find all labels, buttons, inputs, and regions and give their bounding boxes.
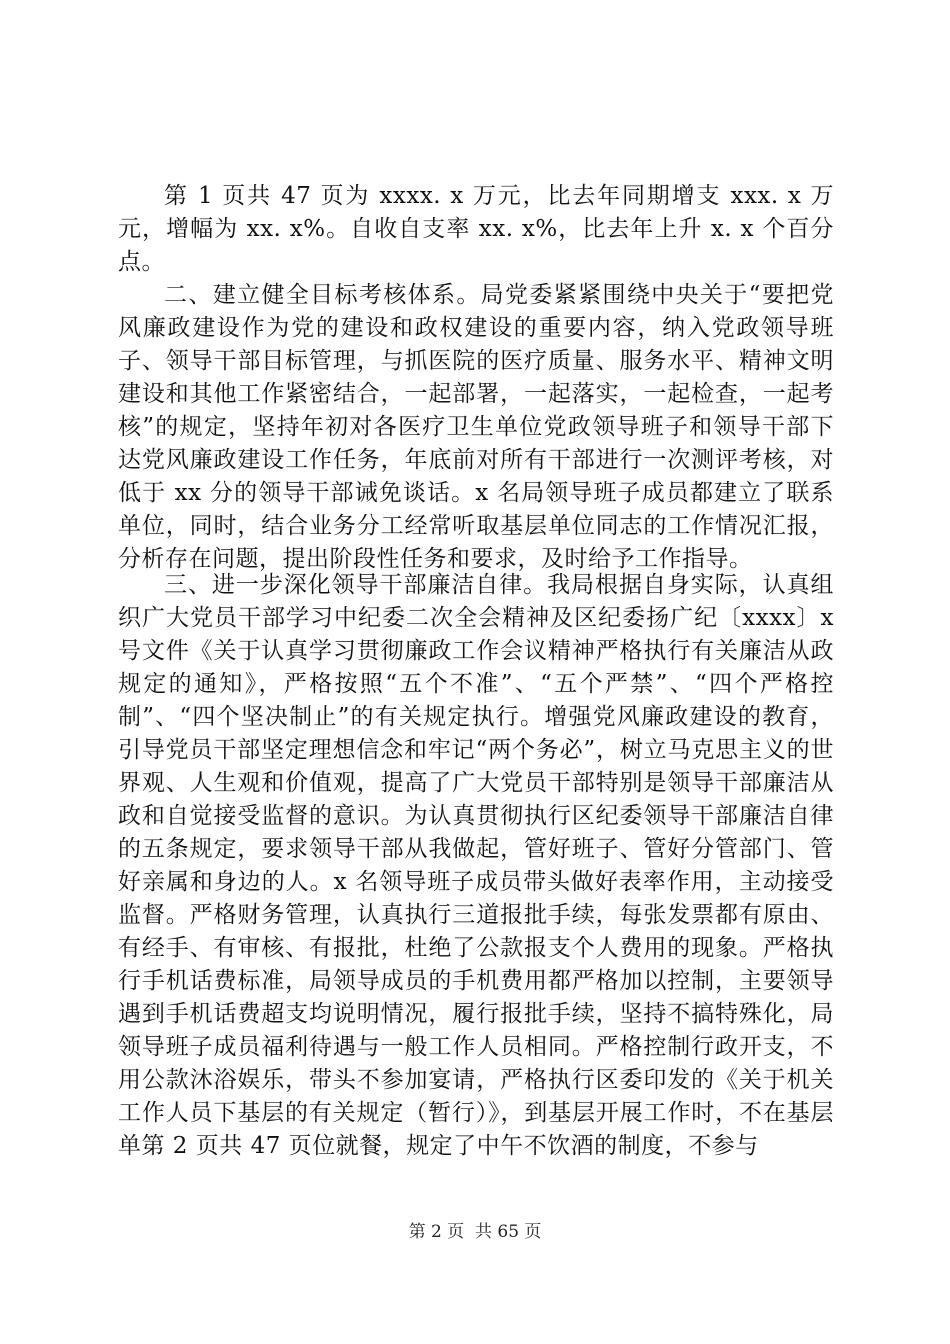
page-footer [0,1217,950,1242]
paragraph-budget-summary: 第 1 页共 47 页为 xxxx. x 万元，比去年同期增支 xxx. x 万元，增幅为 xx. x%。自收自支率 xx. x%，比去年上升 x. x 个百分点。 [118,183,834,275]
page-number-label: 第 2 页 共 65 页 [408,1222,542,1242]
paragraph-assessment-system: 二、建立健全目标考核体系。局党委紧紧围绕中央关于“要把党风廉政建设作为党的建设和政权建设的重要内容，纳入党政领导班子、领导干部目标管理，与抓医院的医疗质量、服务水平、精神文明建设和其他工作紧密结合，一起部署，一起落实，一起检查，一起考核”的规定，坚持年初对各医疗卫生单位党政领导班子和领导干部下达党风廉政建设工作任务，年底前对所有干部进行一次测评考核，对低于 xx 分的领导干部诫免谈话。x 名局领导班子成员都建立了联系单位，同时，结合业务分工经常听取基层单位同志的工作情况汇报，分析存在问题，提出阶段性任务和要求，及时给予工作指导。 [118,282,834,572]
paragraph-self-discipline: 三、进一步深化领导干部廉洁自律。我局根据自身实际，认真组织广大党员干部学习中纪委二次全会精神及区纪委扬广纪〔xxxx〕x 号文件《关于认真学习贯彻廉政工作会议精神严格执行有关廉洁从政规定的通知》，严格按照“五个不准”、“五个严禁”、“四个严格控制”、“四个坚决制止”的有关规定执行。增强党风廉政建设的教育，引导党员干部坚定理想信念和牢记“两个务必”，树立马克思主义的世界观、人生观和价值观，提高了广大党员干部特别是领导干部廉洁从政和自觉接受监督的意识。为认真贯彻执行区纪委领导干部廉洁自律的五条规定，要求领导干部从我做起，管好班子、管好分管部门、管好亲属和身边的人。x 名领导班子成员带头做好表率作用，主动接受监督。严格财务管理，认真执行三道报批手续，每张发票都有原由、有经手、有审核、有报批，杜绝了公款报支个人费用的现象。严格执行手机话费标准，局领导成员的手机费用都严格加以控制，主要领导遇到手机话费超支均说明情况，履行报批手续，坚持不搞特殊化，局领导班子成员福利待遇与一般工作人员相同。严格控制行政开支，不用公款沐浴娱乐，带头不参加宴请，严格执行区委印发的《关于机关工作人员下基层的有关规定（暂行）》，到基层开展工作时，不在基层单第 2 页共 47 页位就餐，规定了中午不饮酒的制度，不参与 [118,572,834,1159]
